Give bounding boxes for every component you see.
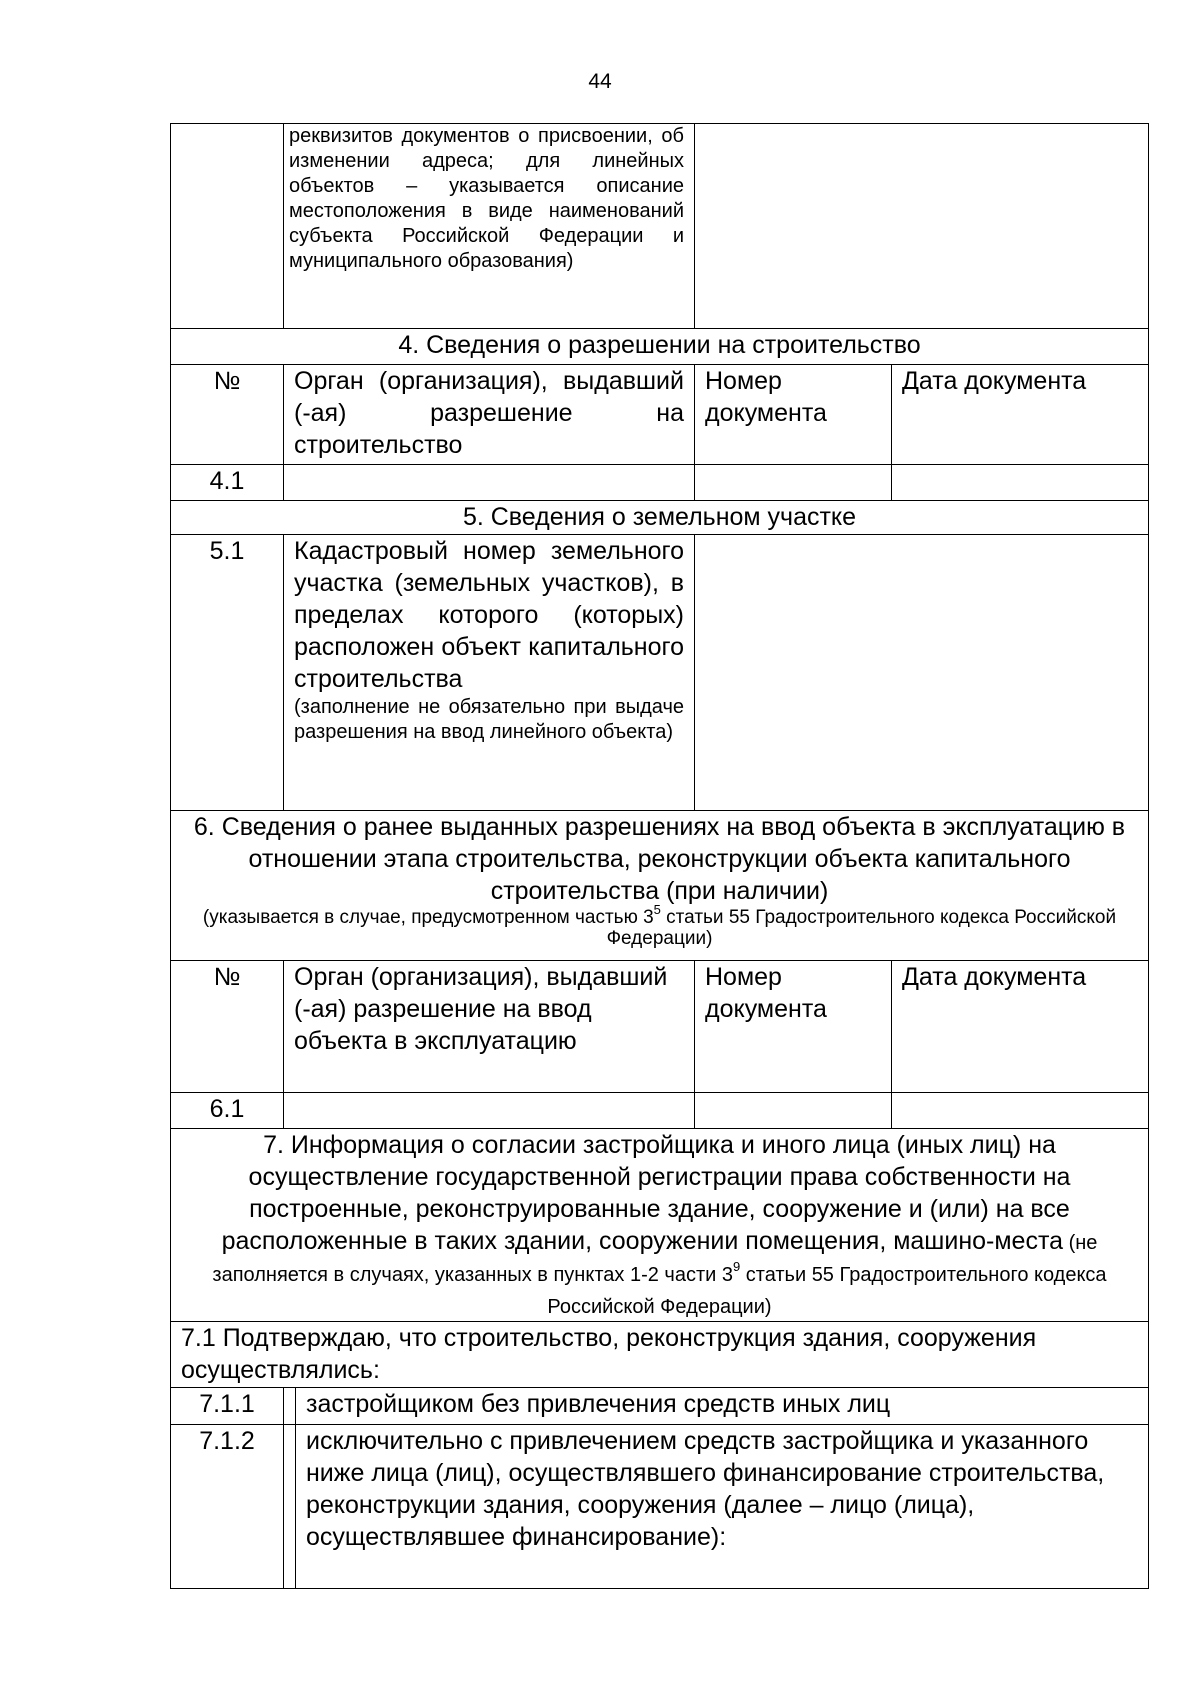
item-checkbox[interactable] <box>284 1425 296 1589</box>
header-organ: Орган (организация), выдавший (-ая) разрешение на строительство <box>284 365 695 465</box>
section-6-note: (указывается в случае, предусмотренном частью $3^5$ статьи 55 Градостроительного кодекса Российской Федерации) <box>202 901 1117 949</box>
table-row <box>171 124 1149 329</box>
table-row <box>171 1425 1149 1589</box>
table-row <box>171 1388 1149 1425</box>
header-num: № <box>171 961 284 1093</box>
page-number: 44 <box>588 70 612 93</box>
section-7-title-cell <box>171 1129 1149 1322</box>
header-organ: Орган (организация), выдавший (-ая) разрешение на ввод объекта в эксплуатацию <box>284 961 695 1093</box>
item-num: 7.1.2 <box>171 1425 284 1589</box>
table-row <box>171 535 1149 811</box>
section-6-title-cell <box>171 811 1149 961</box>
cadastral-value-cell[interactable] <box>695 535 1149 811</box>
header-num: № <box>171 365 284 465</box>
item-checkbox[interactable] <box>284 1388 296 1425</box>
header-doc-date: Дата документа <box>892 365 1149 465</box>
address-note-cell: реквизитов документов о присвоении, об изменении адреса; для линейных объектов – указывается описание местоположения в виде наименований субъекта Российской Федерации и муниципального образования) <box>284 124 695 329</box>
header-doc-number: Номер документа <box>695 365 892 465</box>
permit-organ-cell[interactable] <box>284 465 695 501</box>
table-row <box>171 1322 1149 1388</box>
table-row <box>171 811 1149 961</box>
table-row <box>171 329 1149 365</box>
table-row <box>171 465 1149 501</box>
item-num: 7.1.1 <box>171 1388 284 1425</box>
section-7-note: (не заполняется в случаях, указанных в пунктах 1-2 части $3^9$ статьи 55 Градостроительного кодекса Российской Федерации) <box>212 1232 1107 1318</box>
item-text: исключительно с привлечением средств застройщика и указанного ниже лица (лиц), осуществлявшего финансирование строительства, реконструкции здания, сооружения (далее – лицо (лица), осуществлявшее финансирование): <box>296 1425 1149 1589</box>
cadastral-note: (заполнение не обязательно при выдаче разрешения на ввод линейного объекта) <box>294 696 684 743</box>
table-row <box>171 365 1149 465</box>
prior-permit-number-cell[interactable] <box>695 1093 892 1129</box>
cadastral-label: Кадастровый номер земельного участка (земельных участков), в пределах которого (которых) расположен объект капитального строительства <box>294 537 684 693</box>
section-7-title: 7. Информация о согласии застройщика и иного лица (иных лиц) на осуществление государственной регистрации права собственности на построенные, реконструированные здание, сооружение и (или) на все расположенные в таких здании, сооружении помещения, машино-места <box>221 1131 1071 1255</box>
table-row <box>171 961 1149 1093</box>
header-doc-number: Номер документа <box>695 961 892 1093</box>
table-row <box>171 501 1149 535</box>
row-num-5-1: 5.1 <box>171 535 284 811</box>
table-row <box>171 1129 1149 1322</box>
empty-cell <box>171 124 284 329</box>
item-text: застройщиком без привлечения средств иных лиц <box>296 1388 1149 1425</box>
prior-permit-organ-cell[interactable] <box>284 1093 695 1129</box>
cadastral-label-cell <box>284 535 695 811</box>
row-num-6-1: 6.1 <box>171 1093 284 1129</box>
form-table <box>170 123 1149 1589</box>
permit-date-cell[interactable] <box>892 465 1149 501</box>
section-6-title: 6. Сведения о ранее выданных разрешениях на ввод объекта в эксплуатацию в отношении этапа строительства, реконструкции объекта капитального строительства (при наличии) <box>193 813 1126 905</box>
section-4-title: 4. Сведения о разрешении на строительство <box>171 329 1149 365</box>
prior-permit-date-cell[interactable] <box>892 1093 1149 1129</box>
permit-number-cell[interactable] <box>695 465 892 501</box>
confirm-statement: 7.1 Подтверждаю, что строительство, реконструкция здания, сооружения осуществлялись: <box>171 1322 1149 1388</box>
table-row <box>171 1093 1149 1129</box>
header-doc-date: Дата документа <box>892 961 1149 1093</box>
address-value-cell[interactable] <box>695 124 1149 329</box>
section-5-title: 5. Сведения о земельном участке <box>171 501 1149 535</box>
row-num-4-1: 4.1 <box>171 465 284 501</box>
